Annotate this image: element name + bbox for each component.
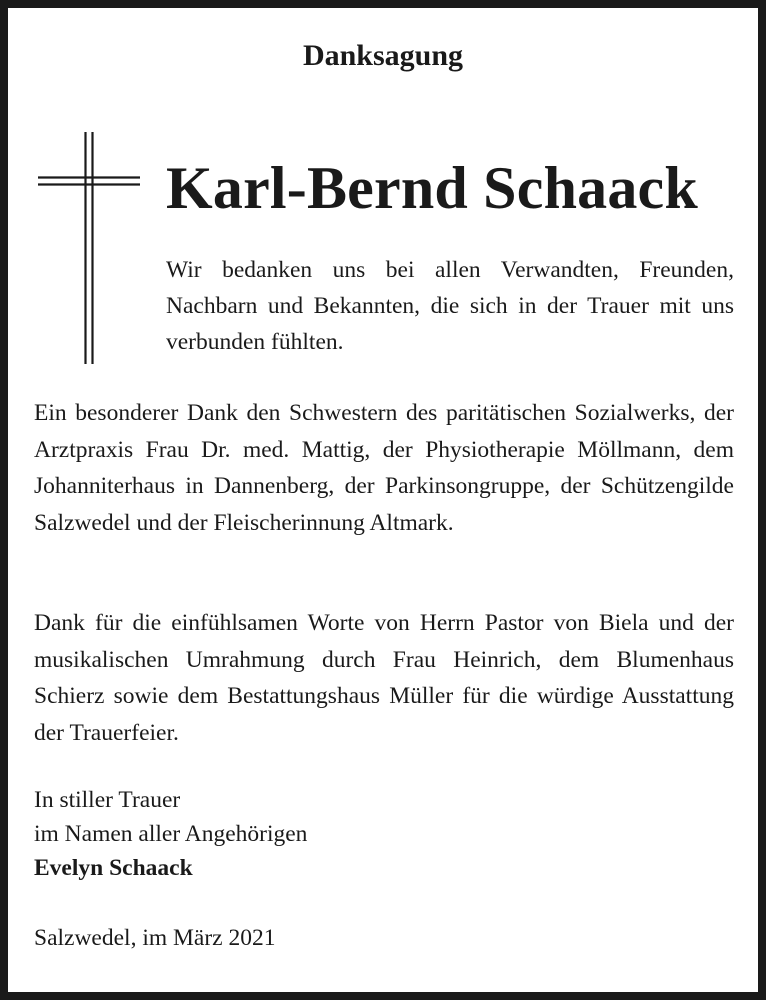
notice-heading: Danksagung (302, 39, 464, 72)
deceased-name: Karl-Bernd Schaack (166, 155, 698, 221)
closing-line: In stiller Trauer (34, 787, 181, 813)
thanks-paragraph: Ein besonderer Dank den Schwestern des paritätischen Sozialwerks, der Arztpraxis Frau Dr. med. Mattig, der Physiotherapie Möllmann, dem Johanniterhaus in Dannenberg, der Parkinsongruppe, der Schützengilde Salzwedel und der Fleischerinnung Altmark. (34, 400, 734, 536)
cross-icon (38, 132, 140, 364)
signer-name: Evelyn Schaack (34, 855, 193, 881)
closing-line-family: im Namen aller Angehörigen (34, 821, 308, 847)
thanks-paragraph-service: Dank für die einfühlsamen Worte von Herrn Pastor von Biela und der musikalischen Umrahmung durch Frau Heinrich, dem Blumenhaus Schierz sowie dem Bestattungshaus Müller für die würdige Ausstattung der Trauerfeier. (34, 610, 734, 746)
place-date: Salzwedel, im März 2021 (34, 925, 276, 951)
closing-block (34, 783, 734, 885)
intro-text: Wir bedanken uns bei allen Verwandten, Freunden, Nachbarn und Bekannten, die sich in der Trauer mit uns verbunden fühlten. (166, 257, 734, 355)
